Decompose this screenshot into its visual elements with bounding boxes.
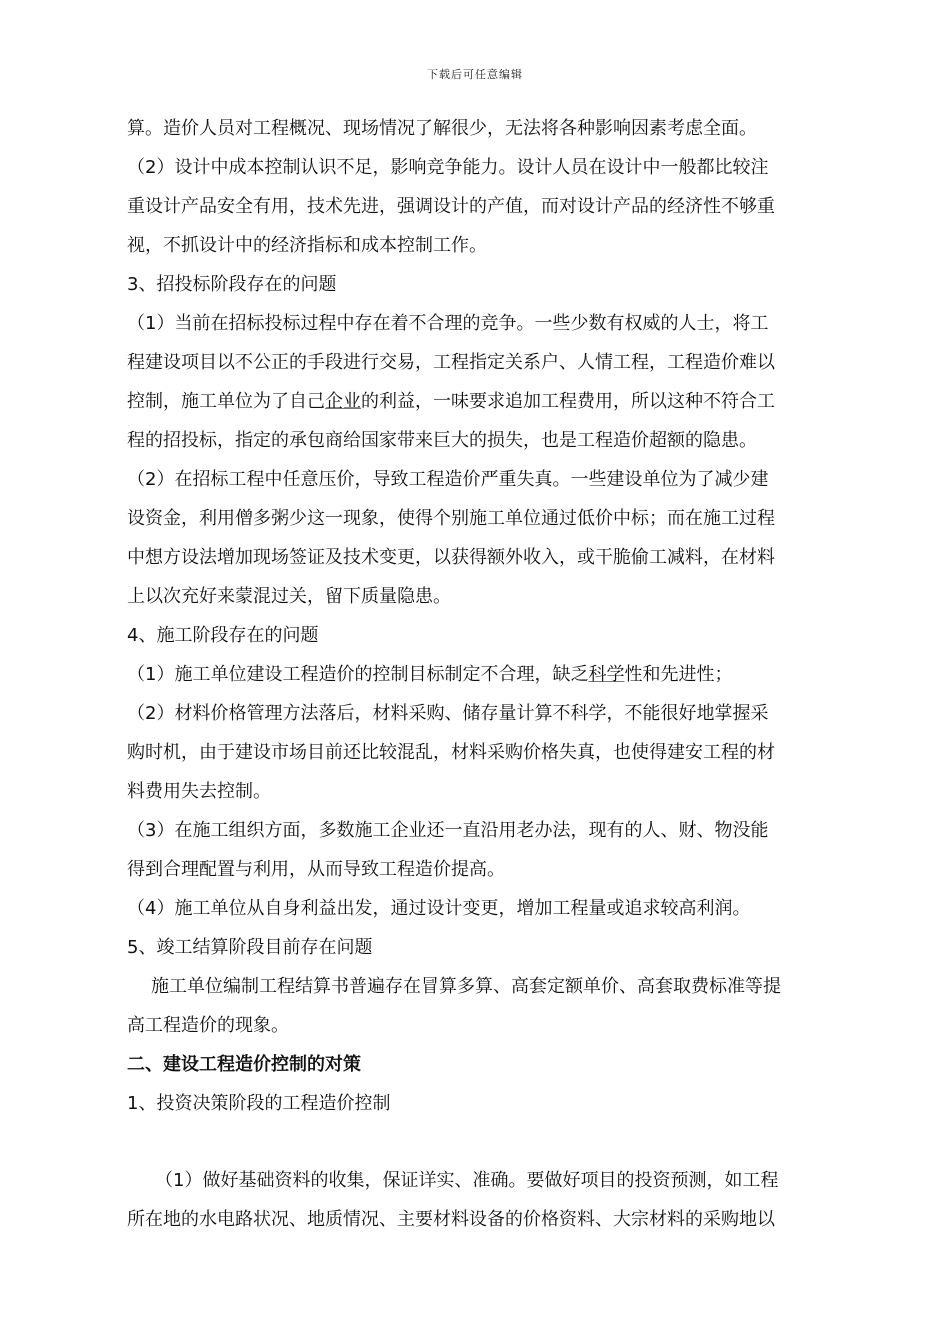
text-line: 算。造价人员对工程概况、现场情况了解很少，无法将各种影响因素考虑全面。	[127, 118, 757, 139]
text-line-pre: 控制，施工单位为了自己	[127, 391, 325, 412]
text-line: 4、施工阶段存在的问题	[127, 625, 319, 646]
text-line: 中想方设法增加现场签证及技术变更，以获得额外收入，或干脆偷工减料，在材料	[127, 547, 775, 568]
text-line: （2）在招标工程中任意压价，导致工程造价严重失真。一些建设单位为了减少建	[127, 469, 769, 490]
document-body	[127, 109, 827, 1239]
text-line: 5、竣工结算阶段目前存在问题	[127, 937, 373, 958]
text-line: 程的招投标，指定的承包商给国家带来巨大的损失，也是工程造价超额的隐患。	[127, 430, 757, 451]
page-header: 下载后可任意编辑	[427, 68, 523, 81]
text-line: （2）材料价格管理方法落后，材料采购、储存量计算不科学，不能很好地掌握采	[127, 703, 769, 724]
text-line-post: 性和先进性；	[624, 664, 733, 685]
text-line	[127, 655, 827, 694]
hyperlink[interactable]: 科学	[588, 664, 625, 685]
text-line: 1、投资决策阶段的工程造价控制	[127, 1093, 391, 1114]
text-line: 购时机，由于建设市场目前还比较混乱，材料采购价格失真，也使得建安工程的材	[127, 742, 775, 763]
text-line: 所在地的水电路状况、地质情况、主要材料设备的价格资料、大宗材料的采购地以	[127, 1209, 775, 1230]
text-line: 施工单位编制工程结算书普遍存在冒算多算、高套定额单价、高套取费标准等提	[151, 976, 781, 997]
text-line: 得到合理配置与利用，从而导致工程造价提高。	[127, 859, 505, 880]
text-line: （4）施工单位从自身利益出发，通过设计变更，增加工程量或追求较高利润。	[127, 898, 751, 919]
text-line: 料费用失去控制。	[127, 781, 271, 802]
text-line: 上以次充好来蒙混过关，留下质量隐患。	[127, 586, 451, 607]
text-line: （2）设计中成本控制认识不足，影响竞争能力。设计人员在设计中一般都比较注	[127, 157, 769, 178]
text-line: （1）当前在招标投标过程中存在着不合理的竞争。一些少数有权威的人士，将工	[127, 313, 769, 334]
text-line: 视，不抓设计中的经济指标和成本控制工作。	[127, 235, 487, 256]
text-line-post: 的利益，一味要求追加工程费用，所以这种不符合工	[361, 391, 775, 412]
text-line: 3、招投标阶段存在的问题	[127, 274, 337, 295]
text-line: 高工程造价的现象。	[127, 1015, 289, 1036]
text-line: 程建设项目以不公正的手段进行交易，工程指定关系户、人情工程，工程造价难以	[127, 352, 775, 373]
text-line: 重设计产品安全有用，技术先进，强调设计的产值，而对设计产品的经济性不够重	[127, 196, 775, 217]
text-line: （3）在施工组织方面，多数施工企业还一直沿用老办法，现有的人、财、物没能	[127, 820, 769, 841]
paragraph-gap	[127, 1123, 827, 1161]
hyperlink[interactable]: 企业	[325, 391, 361, 412]
text-line	[127, 382, 827, 421]
text-line: （1）做好基础资料的收集，保证详实、准确。要做好项目的投资预测，如工程	[155, 1170, 779, 1191]
text-line-pre: （1）施工单位建设工程造价的控制目标制定不合理，缺乏	[127, 664, 589, 685]
section-heading: 二、建设工程造价控制的对策	[127, 1054, 361, 1075]
text-line: 设资金，利用僧多粥少这一现象，使得个别施工单位通过低价中标；而在施工过程	[127, 508, 775, 529]
